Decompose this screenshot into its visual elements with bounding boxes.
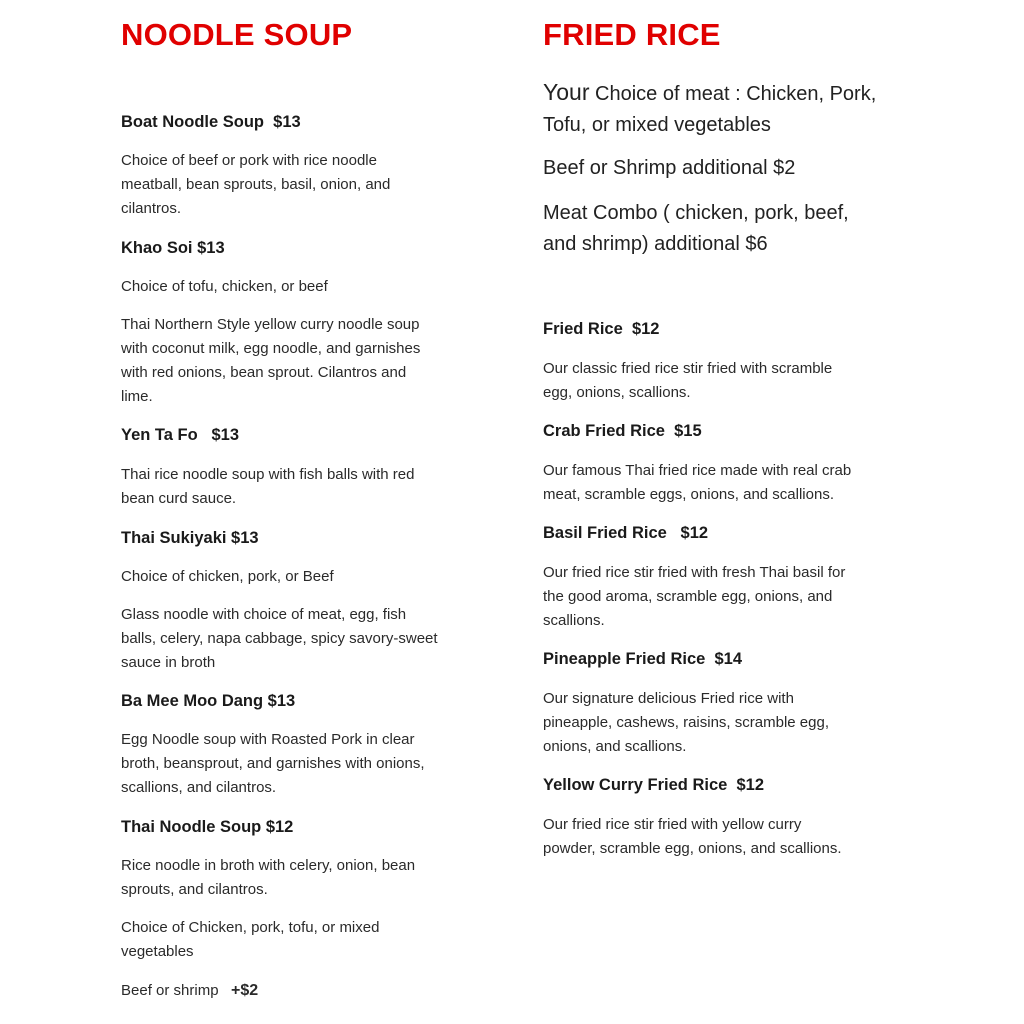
menu-item-description: Choice of Chicken, pork, tofu, or mixed vegetables — [121, 919, 380, 960]
menu-item-name: Basil Fried Rice $12 — [543, 524, 709, 542]
menu-item-name: Crab Fried Rice $15 — [543, 422, 702, 440]
menu-item-description: Our signature delicious Fried rice with pineapple, cashews, raisins, scramble egg, onions, and scallions. — [543, 690, 829, 755]
menu-item-description: Thai Northern Style yellow curry noodle soup with coconut milk, egg noodle, and garnishes with red onions, bean sprout. Cilantros and lime. — [121, 316, 421, 405]
menu-item-description: Choice of chicken, pork, or Beef — [121, 568, 334, 585]
add-on-price: +$2 — [231, 982, 259, 999]
meat-combo-note: Meat Combo ( chicken, pork, beef, and shrimp) additional $6 — [543, 202, 849, 255]
menu-item-name: Pineapple Fried Rice $14 — [543, 650, 742, 668]
menu-item-description: Our fried rice stir fried with fresh Thai basil for the good aroma, scramble egg, onions, and scallions. — [543, 564, 846, 629]
menu-item-description: Our fried rice stir fried with yellow curry powder, scramble egg, onions, and scallions. — [543, 816, 842, 857]
noodle-soup-title: NOODLE SOUP — [121, 17, 353, 52]
menu-item-description: Egg Noodle soup with Roasted Pork in clear broth, beansprout, and garnishes with onions, scallions, and cilantros. — [121, 731, 425, 796]
menu-item-description: Our classic fried rice stir fried with scramble egg, onions, scallions. — [543, 360, 833, 401]
menu-item-description: Choice of beef or pork with rice noodle meatball, bean sprouts, basil, onion, and cilantros. — [121, 152, 391, 217]
menu-item-name: Khao Soi $13 — [121, 239, 225, 257]
menu-item-name: Ba Mee Moo Dang $13 — [121, 692, 296, 710]
menu-item-name: Yellow Curry Fried Rice $12 — [543, 776, 765, 794]
meat-choice-note — [543, 77, 876, 141]
meat-choice-text: Choice of meat : Chicken, Pork, Tofu, or mixed vegetables — [543, 83, 877, 136]
menu-item-name: Thai Sukiyaki $13 — [121, 529, 259, 547]
menu-item-name: Thai Noodle Soup $12 — [121, 818, 294, 836]
menu-item-name: Yen Ta Fo $13 — [121, 426, 239, 444]
add-on-label: Beef or shrimp — [121, 982, 232, 999]
menu-item-description: Rice noodle in broth with celery, onion, bean sprouts, and cilantros. — [121, 857, 416, 898]
menu-item-description: Glass noodle with choice of meat, egg, fish balls, celery, napa cabbage, spicy savory-sweet sauce in broth — [121, 606, 438, 671]
meat-choice-your: Your — [543, 79, 590, 105]
menu-item-description: Our famous Thai fried rice made with real crab meat, scramble eggs, onions, and scallions. — [543, 462, 852, 503]
menu-item-name: Boat Noodle Soup $13 — [121, 113, 301, 131]
fried-rice-title: FRIED RICE — [543, 17, 721, 52]
menu-item-name: Fried Rice $12 — [543, 320, 660, 338]
add-on-line — [121, 982, 258, 1000]
menu-item-description: Thai rice noodle soup with fish balls with red bean curd sauce. — [121, 466, 415, 507]
beef-shrimp-note: Beef or Shrimp additional $2 — [543, 157, 796, 179]
menu-item-description: Choice of tofu, chicken, or beef — [121, 278, 328, 295]
